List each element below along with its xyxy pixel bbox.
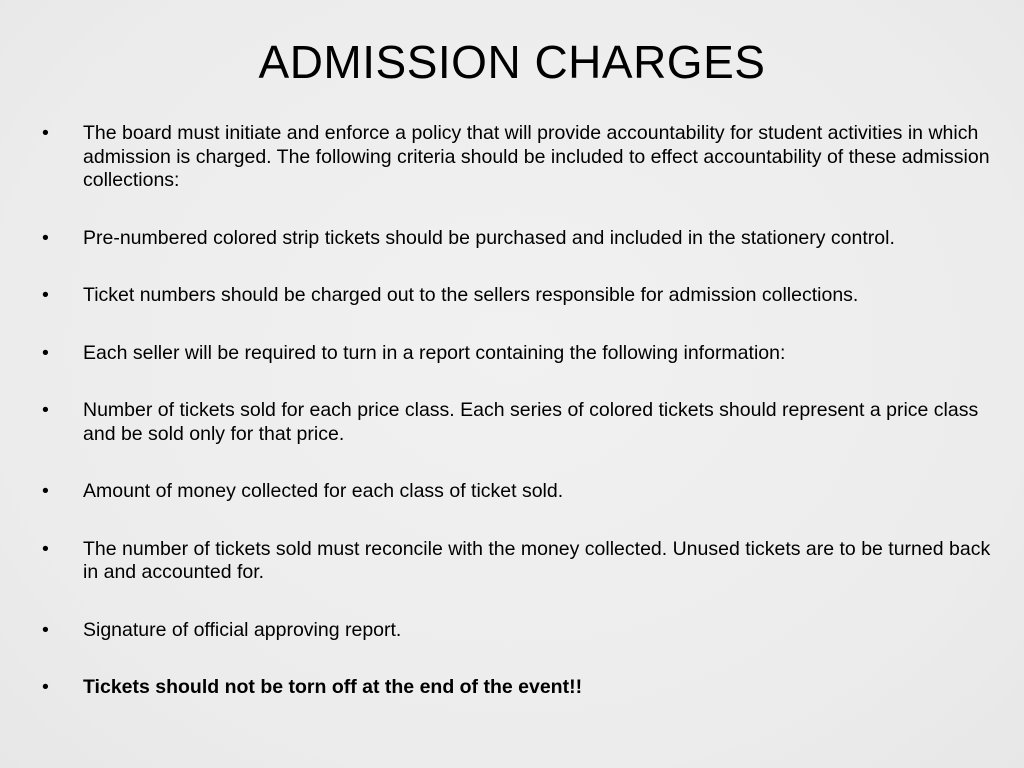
bullet-list [42, 122, 992, 700]
bullet-item [42, 342, 992, 366]
bullet-icon: • [42, 480, 49, 502]
bullet-icon: • [42, 676, 49, 698]
bullet-text: The number of tickets sold must reconcile with the money collected. Unused tickets are to be turned back in and accounted for. [83, 537, 991, 583]
bullet-item [42, 284, 992, 308]
bullet-icon: • [42, 618, 49, 641]
bullet-text: Pre-numbered colored strip tickets should be purchased and included in the stationery control. [83, 226, 895, 249]
bullet-icon: • [42, 226, 49, 249]
bullet-text-emphasis: Tickets should not be torn off at the end of the event!! [83, 676, 583, 698]
bullet-text: Number of tickets sold for each price class. Each series of colored tickets should represent a price class and be sold only for that price. [83, 399, 979, 445]
bullet-item [42, 399, 992, 446]
bullet-icon: • [42, 284, 49, 306]
slide-title: ADMISSION CHARGES [258, 36, 766, 88]
bullet-icon: • [42, 122, 49, 144]
bullet-item [42, 480, 992, 504]
bullet-item [42, 538, 992, 585]
bullet-text: The board must initiate and enforce a policy that will provide accountability for student activities in which admission is charged. The following criteria should be included to effect accountability of these admission collections: [83, 122, 990, 191]
bullet-text: Each seller will be required to turn in a report containing the following information: [83, 341, 786, 364]
bullet-text: Signature of official approving report. [83, 618, 402, 641]
bullet-text: Amount of money collected for each class of ticket sold. [83, 480, 564, 502]
bullet-item [42, 122, 992, 193]
bullet-text: Ticket numbers should be charged out to the sellers responsible for admission collections. [83, 284, 859, 306]
bullet-icon: • [42, 341, 49, 364]
bullet-item [42, 227, 992, 251]
bullet-icon: • [42, 399, 49, 421]
bullet-item [42, 619, 992, 643]
bullet-icon: • [42, 537, 49, 560]
bullet-item [42, 676, 992, 700]
